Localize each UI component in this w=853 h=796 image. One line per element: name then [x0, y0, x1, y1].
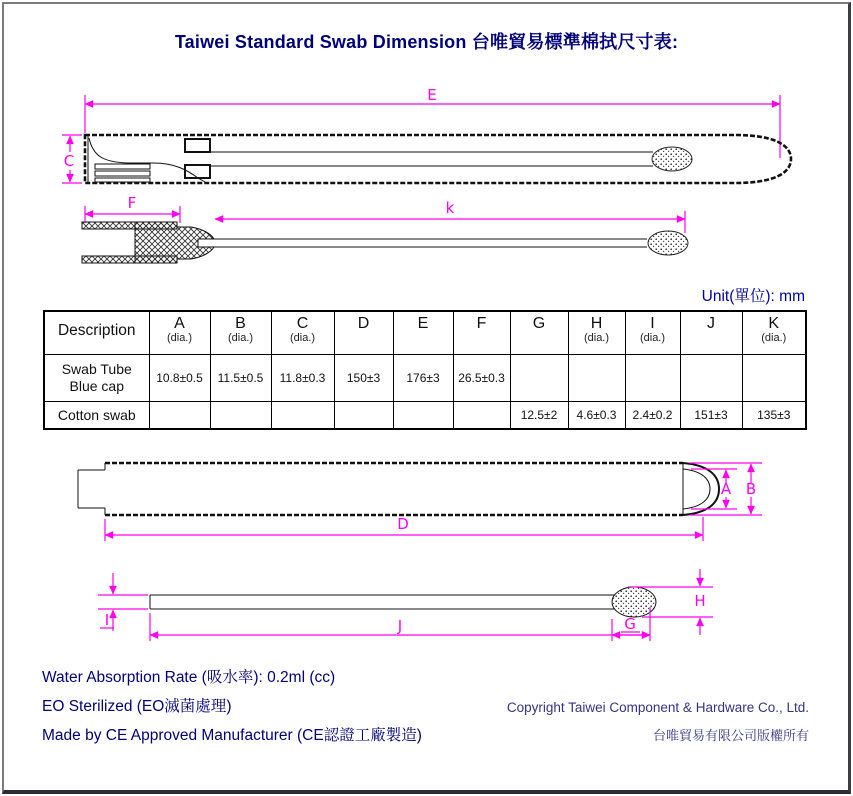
cell: [334, 402, 393, 430]
copyright-chinese: 台唯貿易有限公司版權所有: [652, 728, 809, 743]
cell: [149, 402, 210, 430]
dim-label-c: C: [63, 152, 75, 170]
dim-label-f: F: [127, 194, 137, 212]
cotton-swab-drawing: [80, 565, 780, 655]
unit-label: Unit(單位): mm: [701, 288, 805, 305]
dim-label-k: k: [445, 199, 455, 217]
product-notes: [42, 667, 422, 754]
dim-label-g: G: [624, 615, 636, 633]
cell: [453, 402, 510, 430]
col-header-f: F: [453, 311, 510, 355]
note-eo-sterilized: EO Sterilized (EO滅菌處理): [42, 698, 232, 715]
cell: 12.5±2: [510, 402, 568, 430]
cell: [680, 355, 742, 402]
cell: 11.8±0.3: [271, 355, 334, 402]
page-title: Taiwei Standard Swab Dimension 台唯貿易標準棉拭尺寸表:: [174, 32, 679, 52]
table-row-cotton-swab: [44, 402, 806, 430]
cell: [510, 355, 568, 402]
dim-label-d: D: [397, 515, 409, 533]
cell: [742, 355, 806, 402]
col-header-description: Description: [44, 311, 149, 355]
col-header-a: A (dia.): [149, 311, 210, 355]
note-ce-manufacturer: Made by CE Approved Manufacturer (CE認證工廠製造): [42, 727, 422, 744]
col-header-h: H (dia.): [568, 311, 625, 355]
cell: [625, 355, 680, 402]
tube-with-swab-drawing: [35, 88, 810, 198]
cell: 150±3: [334, 355, 393, 402]
col-header-b: B (dia.): [210, 311, 271, 355]
cell: 26.5±0.3: [453, 355, 510, 402]
col-header-e: E: [393, 311, 453, 355]
col-header-j: J: [680, 311, 742, 355]
copyright-english: Copyright Taiwei Component & Hardware Co., Ltd.: [506, 700, 809, 715]
col-header-i: I (dia.): [625, 311, 680, 355]
cell: 151±3: [680, 402, 742, 430]
dim-label-e: E: [427, 88, 437, 104]
swab-stick: [150, 595, 615, 609]
col-header-k: K (dia.): [742, 311, 806, 355]
blue-cap-detail: [88, 136, 210, 182]
cell: 4.6±0.3: [568, 402, 625, 430]
header-row: [44, 311, 806, 355]
row-description: Swab Tube Blue cap: [44, 355, 149, 402]
cell: 10.8±0.5: [149, 355, 210, 402]
dimension-table: [43, 310, 807, 430]
dim-label-j: J: [397, 617, 403, 635]
cell: [393, 402, 453, 430]
copyright-block: [507, 700, 809, 744]
cell: [568, 355, 625, 402]
cell: [210, 402, 271, 430]
dim-label-a: A: [720, 480, 732, 498]
cell: 2.4±0.2: [625, 402, 680, 430]
dim-label-i: I: [104, 611, 110, 629]
cap-section-drawing: [35, 193, 810, 283]
row-description: Cotton swab: [44, 402, 149, 430]
tube-outline: [78, 463, 719, 515]
cell: 11.5±0.5: [210, 355, 271, 402]
col-header-g: G: [510, 311, 568, 355]
cell: 135±3: [742, 402, 806, 430]
table-row-swab-tube: [44, 355, 806, 402]
cotton-tip: [652, 147, 692, 171]
note-water-absorption: Water Absorption Rate (吸水率): 0.2ml (cc): [42, 669, 336, 686]
col-header-d: D: [334, 311, 393, 355]
cotton-tip: [648, 231, 688, 255]
cap-cross-section: [82, 222, 214, 263]
col-header-c: C (dia.): [271, 311, 334, 355]
tube-only-drawing: [35, 443, 825, 553]
dim-label-h: H: [694, 592, 706, 610]
cell: 176±3: [393, 355, 453, 402]
dim-label-b: B: [745, 480, 757, 498]
cell: [271, 402, 334, 430]
